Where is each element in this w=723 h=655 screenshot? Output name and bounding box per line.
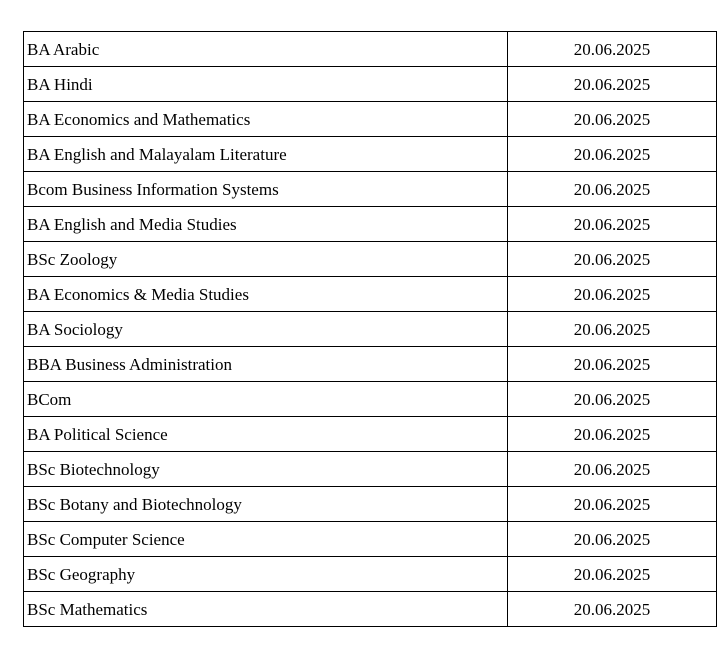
course-name-cell: BSc Mathematics: [24, 592, 508, 627]
date-cell: 20.06.2025: [508, 172, 717, 207]
date-cell: 20.06.2025: [508, 242, 717, 277]
course-name-cell: BA Political Science: [24, 417, 508, 452]
course-name-cell: BBA Business Administration: [24, 347, 508, 382]
table-row: [24, 277, 717, 312]
date-cell: 20.06.2025: [508, 417, 717, 452]
date-cell: 20.06.2025: [508, 67, 717, 102]
date-cell: 20.06.2025: [508, 557, 717, 592]
course-name-cell: Bcom Business Information Systems: [24, 172, 508, 207]
course-name-cell: BSc Botany and Biotechnology: [24, 487, 508, 522]
date-cell: 20.06.2025: [508, 102, 717, 137]
date-cell: 20.06.2025: [508, 137, 717, 172]
course-name-cell: BSc Geography: [24, 557, 508, 592]
table-row: [24, 557, 717, 592]
table-row: [24, 67, 717, 102]
course-date-table: [23, 31, 717, 627]
date-cell: 20.06.2025: [508, 347, 717, 382]
table-row: [24, 382, 717, 417]
table-row: [24, 522, 717, 557]
table-row: [24, 347, 717, 382]
date-cell: 20.06.2025: [508, 32, 717, 67]
date-cell: 20.06.2025: [508, 277, 717, 312]
table-row: [24, 452, 717, 487]
table-row: [24, 172, 717, 207]
course-name-cell: BA Economics and Mathematics: [24, 102, 508, 137]
course-name-cell: BSc Biotechnology: [24, 452, 508, 487]
course-name-cell: BA English and Malayalam Literature: [24, 137, 508, 172]
course-name-cell: BA Economics & Media Studies: [24, 277, 508, 312]
date-cell: 20.06.2025: [508, 207, 717, 242]
table-row: [24, 102, 717, 137]
date-cell: 20.06.2025: [508, 487, 717, 522]
table-row: [24, 592, 717, 627]
date-cell: 20.06.2025: [508, 382, 717, 417]
table-row: [24, 207, 717, 242]
date-cell: 20.06.2025: [508, 452, 717, 487]
course-name-cell: BA Arabic: [24, 32, 508, 67]
course-name-cell: BSc Zoology: [24, 242, 508, 277]
date-cell: 20.06.2025: [508, 592, 717, 627]
table-row: [24, 32, 717, 67]
date-cell: 20.06.2025: [508, 522, 717, 557]
course-name-cell: BA English and Media Studies: [24, 207, 508, 242]
table-body: [24, 32, 717, 627]
course-date-table-container: [23, 31, 717, 627]
table-row: [24, 137, 717, 172]
table-row: [24, 417, 717, 452]
course-name-cell: BCom: [24, 382, 508, 417]
table-row: [24, 312, 717, 347]
table-row: [24, 487, 717, 522]
course-name-cell: BA Hindi: [24, 67, 508, 102]
date-cell: 20.06.2025: [508, 312, 717, 347]
course-name-cell: BSc Computer Science: [24, 522, 508, 557]
table-row: [24, 242, 717, 277]
course-name-cell: BA Sociology: [24, 312, 508, 347]
